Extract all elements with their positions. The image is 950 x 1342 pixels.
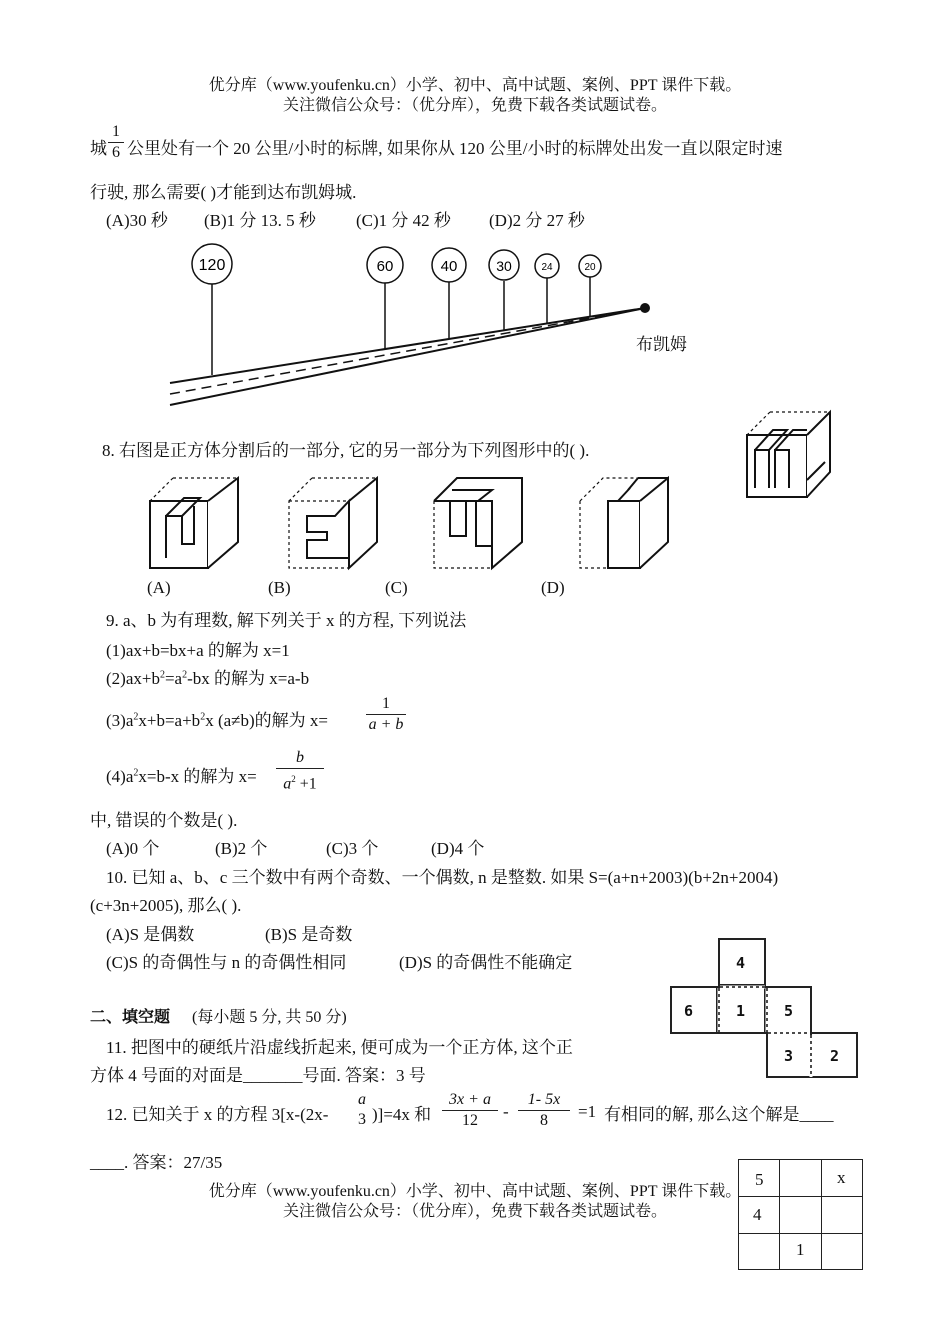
q9-option-c: (C)3 个	[326, 839, 379, 858]
q9-statement-1: (1)ax+b=bx+a 的解为 x=1	[106, 641, 290, 660]
q7-line-1: 公里处有一个 20 公里/小时的标牌, 如果你从 120 公里/小时的标牌处出发一直以限定时速	[127, 139, 783, 158]
grid-cell	[822, 1234, 862, 1269]
q7-option-d: (D)2 分 27 秒	[489, 211, 585, 230]
header-line-1: 优分库（www.youfenku.cn）小学、初中、高中试题、案例、PPT 课件下载。	[208, 77, 742, 94]
grid-cell: 1	[780, 1234, 822, 1269]
sign-20-text: 20	[584, 262, 596, 273]
footer-line-1: 优分库（www.youfenku.cn）小学、初中、高中试题、案例、PPT 课件下载。	[208, 1183, 742, 1200]
q12-equals: =1	[578, 1102, 597, 1121]
net-label-2: 2	[830, 1047, 840, 1065]
footer-line-2: 关注微信公众号：（优分库），免费下载各类试题试卷。	[282, 1203, 667, 1220]
q10-option-b: (B)S 是奇数	[265, 925, 353, 944]
q12-part-b: )]=4x 和	[372, 1105, 432, 1124]
sign-120-text: 120	[198, 257, 226, 274]
net-label-6: 6	[684, 1002, 694, 1020]
q9-statement-4: $(4)a^2x=b-x$ 的解为 x=	[106, 767, 257, 786]
grid-cell: 4	[739, 1197, 780, 1234]
section-2-title: 二、填空题	[90, 1007, 171, 1026]
q7-frac-den: 6	[108, 142, 124, 163]
net-label-1: 1	[736, 1002, 746, 1020]
q7-frac-num: 1	[112, 123, 120, 140]
q11-line-2: 方体 4 号面的对面是_______号面. 答案：3 号	[90, 1066, 426, 1085]
q11-line-1: 11. 把图中的硬纸片沿虚线折起来, 便可成为一个正方体, 这个正	[106, 1038, 573, 1057]
q9-option-d: (D)4 个	[431, 839, 485, 858]
q8-label-a: (A)	[147, 578, 171, 597]
header-line-2: 关注微信公众号：（优分库），免费下载各类试题试卷。	[282, 97, 667, 114]
q12-fraction-2: $\frac{3x + a}{12}$	[442, 1090, 498, 1131]
q10-line-1: 10. 已知 a、b、c 三个数中有两个奇数、一个偶数, n 是整数. 如果 S=(a+n+2003)(b+2n+2004)	[106, 868, 779, 887]
q10-option-c: (C)S 的奇偶性与 n 的奇偶性相同	[106, 953, 347, 972]
sign-40-text: 40	[440, 258, 458, 275]
q8-label-b: (B)	[268, 578, 291, 597]
q9-s4-fraction: $\frac{b}{a^2 +1}$	[276, 748, 324, 794]
q12-fraction-3: $\frac{1- 5x}{8}$	[518, 1090, 570, 1131]
q8-label-d: (D)	[541, 578, 565, 597]
sign-60-text: 60	[376, 258, 394, 275]
q9-option-a: (A)0 个	[106, 839, 160, 858]
q9-s3-fraction: $\frac{1}{a + b}$	[366, 694, 406, 735]
section-2-note: (每小题 5 分, 共 50 分)	[192, 1009, 347, 1026]
q12-minus: -	[503, 1102, 509, 1121]
q9-statement-2: $(2)ax+b^2=a^2-bx$ 的解为 x=a-b	[106, 669, 310, 688]
q8-label-c: (C)	[385, 578, 408, 597]
q12-part-a: 12. 已知关于 x 的方程 3[x-(2x-	[106, 1105, 329, 1124]
q7-option-a: (A)30 秒	[106, 211, 168, 230]
q7-line-2: 行驶, 那么需要( )才能到达布凯姆城.	[90, 183, 357, 202]
q7-prefix: 城	[90, 139, 107, 158]
grid-cell	[739, 1234, 780, 1269]
grid-cell: 5	[739, 1160, 780, 1197]
q9-conclusion: 中, 错误的个数是( ).	[90, 811, 238, 830]
net-label-4: 4	[736, 954, 746, 972]
q9-statement-3: $(3)a^2x+b=a+b^2x$ (a≠b)的解为 x=	[106, 711, 328, 730]
net-label-3: 3	[784, 1047, 794, 1065]
q10-line-2: (c+3n+2005), 那么( ).	[90, 896, 242, 915]
q9-option-b: (B)2 个	[215, 839, 268, 858]
q8-text: 8. 右图是正方体分割后的一部分, 它的另一部分为下列图形中的( ).	[102, 441, 590, 460]
q7-option-c: (C)1 分 42 秒	[356, 211, 451, 230]
q12-part-c: 有相同的解, 那么这个解是____	[604, 1105, 834, 1124]
sign-30-text: 30	[496, 258, 512, 274]
grid-cell: x	[822, 1160, 862, 1197]
q12-line-2: ____. 答案：27/35	[90, 1153, 223, 1172]
city-label: 布凯姆	[636, 335, 687, 355]
q9-stem: 9. a、b 为有理数, 解下列关于 x 的方程, 下列说法	[106, 611, 467, 630]
q7-option-b: (B)1 分 13. 5 秒	[204, 211, 316, 230]
q10-option-d: (D)S 的奇偶性不能确定	[399, 953, 573, 972]
net-label-5: 5	[784, 1002, 794, 1020]
q10-option-a: (A)S 是偶数	[106, 925, 195, 944]
q12-fraction-1: a 3	[358, 1091, 366, 1128]
sign-24-text: 24	[541, 262, 553, 273]
